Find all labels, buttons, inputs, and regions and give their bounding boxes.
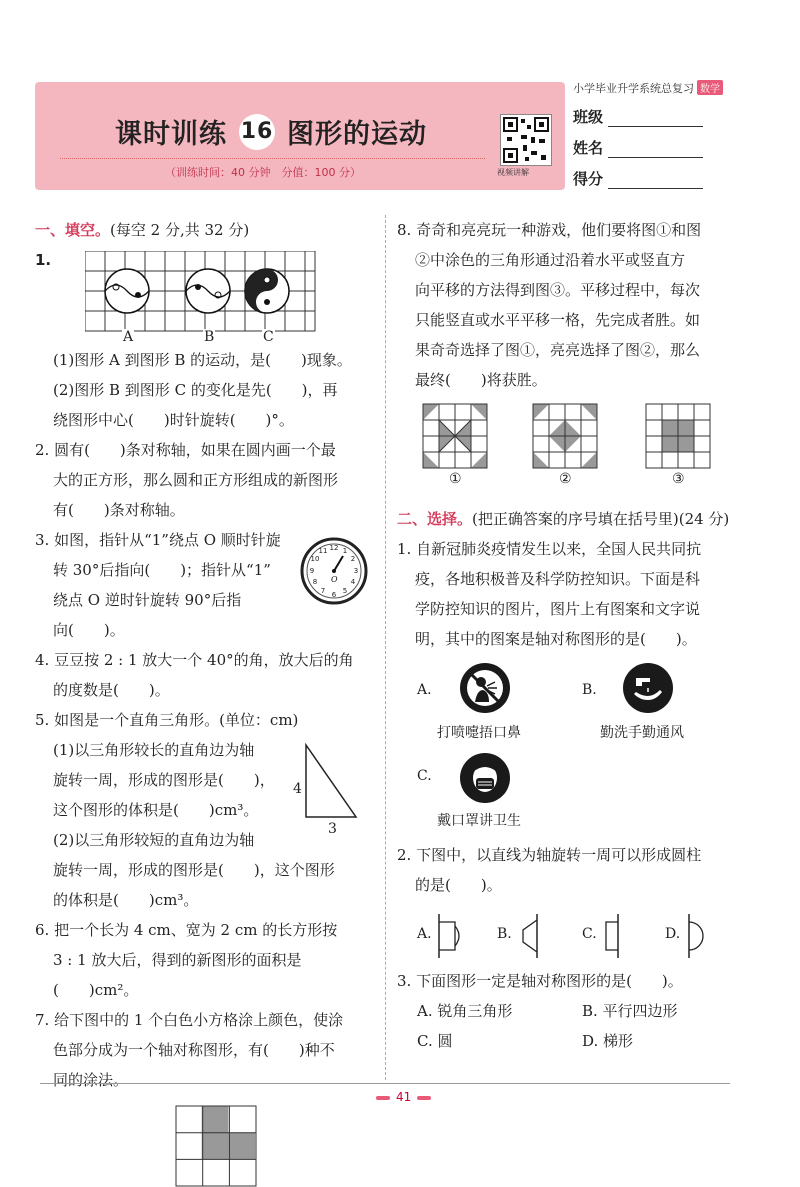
option-caption: 打喷嚏捂口鼻 <box>437 725 521 741</box>
q7-line: 7. 给下图中的 1 个白色小方格涂上颜色，使涂 <box>35 1011 344 1029</box>
q5-block <box>35 705 370 915</box>
q8-figures <box>397 403 732 498</box>
q1-line: (1)图形 A 到图形 B 的运动，是( )现象。 <box>53 351 352 369</box>
header-banner <box>35 82 565 190</box>
q8-line: 果奇奇选择了图①，亮亮选择了图②，那么 <box>415 341 701 359</box>
q5-line: (2)以三角形较短的直角边为轴 <box>53 831 255 849</box>
q6-line: 6. 把一个长为 4 cm、宽为 2 cm 的长方形按 <box>35 921 338 939</box>
subject-badge: 数学 <box>697 80 723 95</box>
s2-line: 的是( )。 <box>415 876 502 894</box>
series-name: 小学毕业升学系统总复习 <box>573 82 694 95</box>
option-letter: A. <box>417 682 432 698</box>
q6-line: 3 : 1 放大后，得到的新图形的面积是 <box>53 951 302 969</box>
field-label: 班级 <box>573 108 604 126</box>
option-a[interactable]: A. 锐角三角形 <box>417 1002 513 1020</box>
q8-figure-2 <box>532 403 598 469</box>
section-title: 二、选择。 <box>397 510 473 528</box>
handwash-icon[interactable] <box>622 662 674 714</box>
qr-code-icon[interactable] <box>500 114 552 166</box>
left-column <box>35 215 370 1187</box>
figure-c <box>245 269 289 313</box>
q7-grid <box>175 1105 257 1187</box>
figure-label-b: B <box>204 329 215 345</box>
banner-subtitle: （训练时间：40 分钟 分值：100 分） <box>165 166 361 179</box>
dash-icon <box>376 1096 390 1100</box>
figure-a <box>105 269 149 313</box>
option-letter: B. <box>582 682 597 698</box>
svg-text:3: 3 <box>353 567 359 575</box>
triangle-side-long: 4 <box>293 781 302 797</box>
svg-text:12: 12 <box>329 544 339 552</box>
q8-line: 8. 奇奇和亮亮玩一种游戏，他们要将图①和图 <box>397 221 702 239</box>
svg-text:4: 4 <box>350 578 356 586</box>
figure-b <box>186 269 230 313</box>
q5-line: 旋转一周，形成的图形是( )，这个图形 <box>53 861 335 879</box>
figure-label-a: A <box>123 329 134 345</box>
q8-line: 最终( )将获胜。 <box>415 371 547 389</box>
svg-text:7: 7 <box>320 587 326 595</box>
title-prefix: 课时训练 <box>115 119 227 150</box>
svg-text:6: 6 <box>331 591 337 599</box>
svg-text:11: 11 <box>318 547 328 555</box>
q8-line: ②中涂色的三角形通过沿着水平或竖直方 <box>415 251 686 269</box>
s1-line: 明，其中的图案是轴对称图形的是( )。 <box>415 630 697 648</box>
question-number: 1. <box>35 251 52 269</box>
s1-line: 学防控知识的图片，图片上有图案和文字说 <box>415 600 701 618</box>
column-divider <box>385 215 386 1080</box>
option-letter: B. <box>497 926 512 942</box>
banner-divider <box>60 158 485 159</box>
field-label: 姓名 <box>573 139 604 157</box>
mask-icon[interactable] <box>459 752 511 804</box>
s1-line: 疫，各地积极普及科学防控知识。下面是科 <box>415 570 701 588</box>
q5-line: 的体积是( )cm³。 <box>53 891 199 909</box>
q3-line: 向( )。 <box>53 621 125 639</box>
q8-label-1: ① <box>449 471 462 487</box>
q8-figure-1 <box>422 403 488 469</box>
option-letter: D. <box>665 926 681 942</box>
footer-rule <box>40 1083 730 1084</box>
option-b[interactable]: B. 平行四边形 <box>582 1002 678 1020</box>
s3-options <box>397 996 732 1058</box>
series-label <box>573 80 733 96</box>
score-field[interactable] <box>573 168 733 189</box>
q3-line: 转 30°后指向( )；指针从“1” <box>53 561 271 579</box>
s1-options <box>397 660 732 840</box>
q7-line: 色部分成为一个轴对称图形，有( )种不 <box>53 1041 335 1059</box>
q8-label-2: ② <box>559 471 572 487</box>
lesson-number: 16 <box>239 114 275 150</box>
option-letter: A. <box>417 926 432 942</box>
qr-label: 视频讲解 <box>497 168 529 177</box>
svg-text:2: 2 <box>350 555 356 563</box>
option-d[interactable]: D. 梯形 <box>582 1032 634 1050</box>
section-1-heading <box>35 215 370 245</box>
s3-line: 3. 下面图形一定是轴对称图形的是( )。 <box>397 972 683 990</box>
sneeze-icon[interactable] <box>459 662 511 714</box>
q8-line: 只能竖直或水平平移一格，先完成者胜。如 <box>415 311 701 329</box>
q2-line: 2. 圆有( )条对称轴，如果在圆内画一个最 <box>35 441 336 459</box>
name-field[interactable] <box>573 137 733 158</box>
option-letter: C. <box>582 926 597 942</box>
student-info <box>573 80 733 189</box>
q5-line: 旋转一周，形成的图形是( )， <box>53 771 275 789</box>
s2-shape-c <box>600 912 630 960</box>
field-line[interactable] <box>608 112 703 127</box>
q8-label-3: ③ <box>672 471 685 487</box>
q8-figure-3 <box>645 403 711 469</box>
q7-line: 同的涂法。 <box>53 1071 129 1089</box>
q3-line: 绕点 O 逆时针旋转 90°后指 <box>53 591 242 609</box>
section-2-heading <box>397 504 732 534</box>
section-title: 一、填空。 <box>35 221 111 239</box>
s2-shape-a <box>435 912 465 960</box>
svg-text:O: O <box>331 575 338 584</box>
s2-shape-d <box>683 912 713 960</box>
page-number-text: 41 <box>396 1090 412 1104</box>
s2-options <box>397 904 732 966</box>
svg-text:8: 8 <box>312 578 318 586</box>
option-caption: 戴口罩讲卫生 <box>437 813 521 829</box>
right-column <box>397 215 732 1058</box>
q5-line: 5. 如图是一个直角三角形。(单位：cm) <box>35 711 299 729</box>
s1-line: 1. 自新冠肺炎疫情发生以来，全国人民共同抗 <box>397 540 702 558</box>
q3-block <box>35 525 370 645</box>
page-number <box>370 1090 437 1104</box>
dash-icon <box>417 1096 431 1100</box>
q1-grid <box>85 251 325 339</box>
triangle-side-short: 3 <box>328 821 337 837</box>
s2-line: 2. 下图中，以直线为轴旋转一周可以形成圆柱 <box>397 846 702 864</box>
section-note: (把正确答案的序号填在括号里)(24 分) <box>472 510 730 528</box>
q2-line: 有( )条对称轴。 <box>53 501 185 519</box>
option-caption: 勤洗手勤通风 <box>600 725 684 741</box>
option-c[interactable]: C. 圆 <box>417 1032 453 1050</box>
page-title <box>115 112 427 151</box>
section-note: (每空 2 分,共 32 分) <box>110 221 250 239</box>
class-field[interactable] <box>573 106 733 127</box>
q2-line: 大的正方形，那么圆和正方形组成的新图形 <box>53 471 339 489</box>
field-label: 得分 <box>573 170 604 188</box>
svg-text:9: 9 <box>309 567 315 575</box>
q3-line: 3. 如图，指针从“1”绕点 O 顺时针旋 <box>35 531 281 549</box>
clock-icon <box>300 537 368 605</box>
q1-line: 绕图形中心( )时针旋转( )°。 <box>53 411 294 429</box>
field-line[interactable] <box>608 143 703 158</box>
q6-line: ( )cm²。 <box>53 981 139 999</box>
right-triangle-figure <box>300 741 360 823</box>
q1-line: (2)图形 B 到图形 C 的变化是先( )，再 <box>53 381 338 399</box>
s2-shape-b <box>515 912 545 960</box>
q1-figure <box>35 245 370 345</box>
q4-line: 4. 豆豆按 2 : 1 放大一个 40°的角，放大后的角 <box>35 651 354 669</box>
q8-line: 向平移的方法得到图③。平移过程中，每次 <box>415 281 701 299</box>
title-topic: 图形的运动 <box>287 119 427 150</box>
q4-line: 的度数是( )。 <box>53 681 170 699</box>
option-letter: C. <box>417 768 432 784</box>
q5-line: 这个图形的体积是( )cm³。 <box>53 801 259 819</box>
svg-text:5: 5 <box>342 587 348 595</box>
svg-text:10: 10 <box>310 555 320 563</box>
svg-text:1: 1 <box>342 547 348 555</box>
q5-line: (1)以三角形较长的直角边为轴 <box>53 741 255 759</box>
figure-label-c: C <box>263 329 274 345</box>
field-line[interactable] <box>608 174 703 189</box>
